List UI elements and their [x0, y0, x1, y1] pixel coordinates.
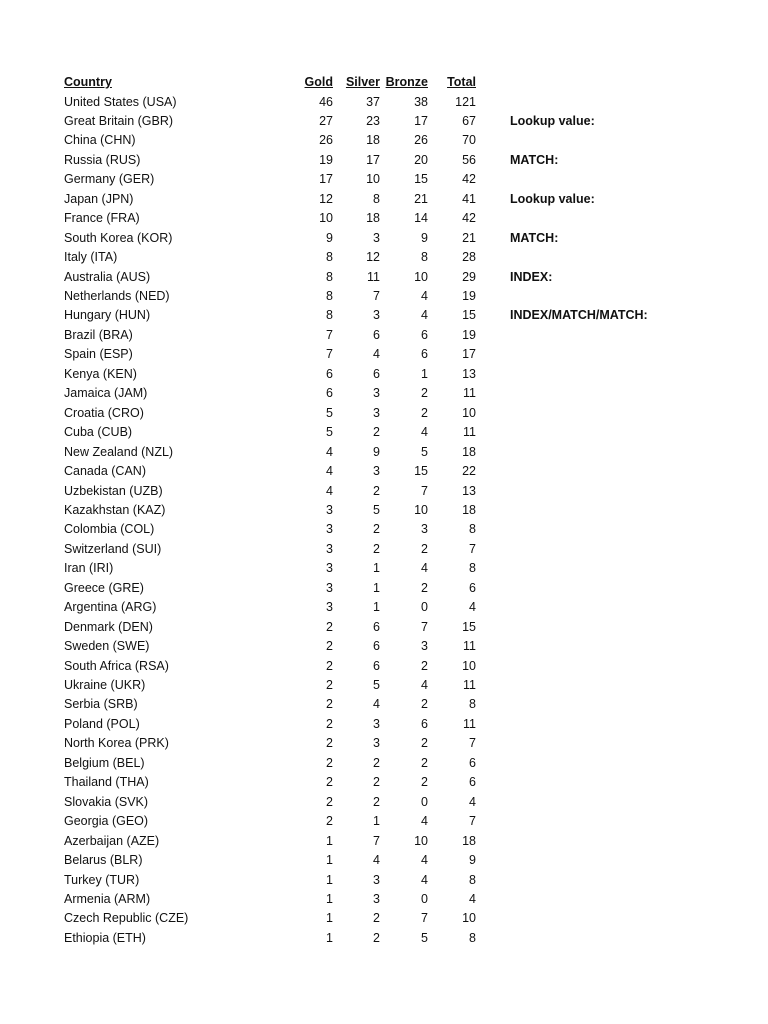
- country-cell: United States (USA): [64, 94, 177, 109]
- silver-cell: 23: [366, 113, 380, 128]
- country-cell: South Africa (RSA): [64, 658, 169, 673]
- bronze-cell: 38: [414, 94, 428, 109]
- table-row: [0, 929, 768, 948]
- total-cell: 11: [463, 678, 476, 692]
- table-row: [0, 423, 768, 442]
- gold-cell: 2: [326, 678, 333, 692]
- gold-cell: 8: [326, 289, 333, 303]
- country-cell: Denmark (DEN): [64, 619, 153, 634]
- country-cell: Slovakia (SVK): [64, 794, 149, 809]
- bronze-cell: 4: [421, 853, 428, 868]
- country-cell: Great Britain (GBR): [64, 113, 174, 128]
- table-row: [0, 462, 768, 481]
- gold-cell: 8: [326, 269, 333, 284]
- table-row: [0, 404, 768, 423]
- gold-cell: 2: [326, 755, 333, 770]
- country-cell: Thailand (THA): [64, 775, 149, 790]
- bronze-cell: 15: [414, 464, 428, 479]
- gold-cell: 9: [326, 230, 333, 245]
- bronze-cell: 10: [414, 502, 428, 517]
- silver-cell: 18: [366, 133, 380, 148]
- bronze-cell: 0: [421, 600, 428, 615]
- country-cell: Ukraine (UKR): [64, 678, 146, 692]
- silver-cell: 4: [373, 697, 380, 712]
- country-cell: Sweden (SWE): [64, 639, 150, 654]
- country-cell: Canada (CAN): [64, 464, 146, 479]
- silver-cell: 3: [373, 230, 380, 245]
- silver-cell: 1: [373, 814, 380, 829]
- total-cell: 11: [463, 639, 476, 654]
- silver-cell: 18: [366, 211, 380, 226]
- table-row: [0, 637, 768, 656]
- country-cell: Colombia (COL): [64, 522, 155, 537]
- country-cell: Serbia (SRB): [64, 697, 138, 712]
- country-cell: Spain (ESP): [64, 347, 133, 362]
- total-cell: 28: [462, 250, 476, 265]
- country-cell: Turkey (TUR): [64, 872, 140, 887]
- total-cell: 11: [463, 425, 476, 440]
- silver-cell: 3: [373, 405, 380, 420]
- gold-cell: 5: [326, 425, 333, 440]
- country-cell: Cuba (CUB): [64, 425, 133, 440]
- bronze-cell: 2: [421, 755, 428, 770]
- table-row: [0, 170, 768, 189]
- bronze-cell: 4: [421, 308, 428, 323]
- header-bronze: Bronze: [385, 75, 428, 89]
- silver-cell: 5: [373, 678, 380, 692]
- table-row: [0, 618, 768, 637]
- gold-cell: 3: [326, 600, 333, 615]
- total-cell: 8: [469, 930, 476, 945]
- country-cell: Kenya (KEN): [64, 366, 137, 381]
- table-row: [0, 209, 768, 228]
- gold-cell: 2: [326, 716, 333, 731]
- country-cell: Italy (ITA): [64, 250, 118, 265]
- total-cell: 10: [462, 911, 476, 926]
- bronze-cell: 6: [421, 327, 428, 342]
- table-row: [0, 151, 768, 170]
- table-row: [0, 345, 768, 364]
- total-cell: 8: [469, 697, 476, 712]
- silver-cell: 2: [373, 794, 380, 809]
- bronze-cell: 15: [414, 172, 428, 187]
- silver-cell: 6: [373, 366, 380, 381]
- gold-cell: 4: [326, 444, 333, 459]
- bronze-cell: 14: [414, 211, 428, 226]
- gold-cell: 26: [319, 133, 333, 148]
- gold-cell: 4: [326, 464, 333, 479]
- bronze-cell: 2: [421, 697, 428, 712]
- silver-cell: 12: [366, 250, 380, 265]
- country-cell: Iran (IRI): [64, 561, 114, 576]
- country-cell: New Zealand (NZL): [64, 444, 174, 459]
- country-cell: Kazakhstan (KAZ): [64, 502, 166, 517]
- lookup-label: MATCH:: [510, 230, 559, 245]
- gold-cell: 46: [319, 94, 333, 109]
- table-row: [0, 793, 768, 812]
- total-cell: 6: [469, 580, 476, 595]
- bronze-cell: 5: [421, 930, 428, 945]
- lookup-label: Lookup value:: [510, 113, 595, 128]
- bronze-cell: 2: [421, 405, 428, 420]
- gold-cell: 6: [326, 386, 333, 401]
- bronze-cell: 20: [414, 152, 428, 167]
- silver-cell: 1: [373, 561, 380, 576]
- total-cell: 13: [462, 483, 476, 498]
- table-row: [0, 812, 768, 831]
- lookup-label: INDEX/MATCH/MATCH:: [510, 308, 648, 323]
- country-cell: Japan (JPN): [64, 191, 134, 206]
- table-row: [0, 190, 768, 209]
- total-cell: 10: [462, 405, 476, 420]
- total-cell: 6: [469, 775, 476, 790]
- gold-cell: 2: [326, 697, 333, 712]
- bronze-cell: 7: [421, 619, 428, 634]
- table-row: [0, 676, 768, 695]
- country-cell: Germany (GER): [64, 172, 155, 187]
- silver-cell: 1: [373, 600, 380, 615]
- silver-cell: 2: [373, 911, 380, 926]
- table-row: [0, 734, 768, 753]
- gold-cell: 7: [326, 327, 333, 342]
- header-gold: Gold: [304, 75, 333, 89]
- country-cell: Switzerland (SUI): [64, 541, 162, 556]
- header-row: [0, 73, 768, 92]
- gold-cell: 8: [326, 250, 333, 265]
- gold-cell: 2: [326, 619, 333, 634]
- table-row: [0, 890, 768, 909]
- total-cell: 8: [469, 522, 476, 537]
- gold-cell: 5: [326, 405, 333, 420]
- silver-cell: 3: [373, 308, 380, 323]
- silver-cell: 5: [373, 502, 380, 517]
- country-cell: Argentina (ARG): [64, 600, 157, 615]
- total-cell: 10: [462, 658, 476, 673]
- gold-cell: 6: [326, 366, 333, 381]
- bronze-cell: 10: [414, 833, 428, 848]
- gold-cell: 3: [326, 580, 333, 595]
- total-cell: 42: [462, 211, 476, 226]
- table-row: [0, 384, 768, 403]
- table-row: [0, 754, 768, 773]
- country-cell: Brazil (BRA): [64, 327, 133, 342]
- silver-cell: 10: [366, 172, 380, 187]
- table-row: [0, 559, 768, 578]
- bronze-cell: 4: [421, 425, 428, 440]
- header-country: Country: [64, 75, 112, 89]
- silver-cell: 6: [373, 327, 380, 342]
- total-cell: 11: [463, 716, 476, 731]
- table-row: [0, 657, 768, 676]
- silver-cell: 1: [373, 580, 380, 595]
- table-row: [0, 540, 768, 559]
- silver-cell: 7: [373, 833, 380, 848]
- bronze-cell: 6: [421, 716, 428, 731]
- gold-cell: 2: [326, 814, 333, 829]
- total-cell: 29: [462, 269, 476, 284]
- table-row: [0, 909, 768, 928]
- country-cell: Greece (GRE): [64, 580, 144, 595]
- total-cell: 22: [462, 464, 476, 479]
- total-cell: 56: [462, 152, 476, 167]
- gold-cell: 7: [326, 347, 333, 362]
- silver-cell: 4: [373, 853, 380, 868]
- gold-cell: 2: [326, 775, 333, 790]
- total-cell: 19: [462, 327, 476, 342]
- bronze-cell: 17: [414, 113, 428, 128]
- table-row: [0, 93, 768, 112]
- table-row: [0, 482, 768, 501]
- gold-cell: 2: [326, 736, 333, 751]
- total-cell: 11: [463, 386, 476, 401]
- country-cell: South Korea (KOR): [64, 230, 173, 245]
- bronze-cell: 10: [414, 269, 428, 284]
- bronze-cell: 3: [421, 639, 428, 654]
- gold-cell: 3: [326, 522, 333, 537]
- table-row: [0, 229, 768, 248]
- silver-cell: 7: [373, 289, 380, 303]
- silver-cell: 3: [373, 736, 380, 751]
- bronze-cell: 0: [421, 794, 428, 809]
- silver-cell: 2: [373, 425, 380, 440]
- bronze-cell: 4: [421, 289, 428, 303]
- silver-cell: 6: [373, 619, 380, 634]
- total-cell: 18: [462, 444, 476, 459]
- gold-cell: 17: [319, 172, 333, 187]
- country-cell: Czech Republic (CZE): [64, 911, 189, 926]
- lookup-label: Lookup value:: [510, 191, 595, 206]
- bronze-cell: 4: [421, 561, 428, 576]
- gold-cell: 1: [326, 853, 333, 868]
- table-row: [0, 520, 768, 539]
- gold-cell: 1: [326, 872, 333, 887]
- silver-cell: 37: [366, 94, 380, 109]
- total-cell: 19: [462, 289, 476, 303]
- table-row: [0, 579, 768, 598]
- total-cell: 70: [462, 133, 476, 148]
- bronze-cell: 7: [421, 911, 428, 926]
- total-cell: 121: [455, 94, 476, 109]
- total-cell: 4: [469, 794, 476, 809]
- table-row: [0, 365, 768, 384]
- gold-cell: 1: [326, 891, 333, 906]
- bronze-cell: 7: [421, 483, 428, 498]
- table-row: [0, 112, 768, 131]
- gold-cell: 1: [326, 911, 333, 926]
- total-cell: 67: [462, 113, 476, 128]
- silver-cell: 3: [373, 716, 380, 731]
- gold-cell: 2: [326, 658, 333, 673]
- bronze-cell: 2: [421, 580, 428, 595]
- total-cell: 8: [469, 872, 476, 887]
- total-cell: 13: [462, 366, 476, 381]
- gold-cell: 3: [326, 502, 333, 517]
- gold-cell: 3: [326, 561, 333, 576]
- gold-cell: 3: [326, 541, 333, 556]
- bronze-cell: 26: [414, 133, 428, 148]
- silver-cell: 11: [367, 269, 380, 284]
- gold-cell: 10: [319, 211, 333, 226]
- table-row: [0, 851, 768, 870]
- table-row: [0, 871, 768, 890]
- table-row: [0, 326, 768, 345]
- total-cell: 7: [469, 736, 476, 751]
- country-cell: Australia (AUS): [64, 269, 151, 284]
- bronze-cell: 4: [421, 872, 428, 887]
- bronze-cell: 0: [421, 891, 428, 906]
- silver-cell: 6: [373, 658, 380, 673]
- bronze-cell: 4: [421, 814, 428, 829]
- country-cell: North Korea (PRK): [64, 736, 169, 751]
- silver-cell: 2: [373, 522, 380, 537]
- country-cell: Netherlands (NED): [64, 289, 170, 303]
- bronze-cell: 2: [421, 386, 428, 401]
- bronze-cell: 3: [421, 522, 428, 537]
- silver-cell: 2: [373, 930, 380, 945]
- gold-cell: 4: [326, 483, 333, 498]
- gold-cell: 8: [326, 308, 333, 323]
- table-row: [0, 287, 768, 306]
- gold-cell: 27: [319, 113, 333, 128]
- bronze-cell: 6: [421, 347, 428, 362]
- bronze-cell: 2: [421, 736, 428, 751]
- gold-cell: 2: [326, 639, 333, 654]
- silver-cell: 2: [373, 755, 380, 770]
- table-row: [0, 306, 768, 325]
- silver-cell: 3: [373, 872, 380, 887]
- total-cell: 4: [469, 600, 476, 615]
- silver-cell: 3: [373, 386, 380, 401]
- table-row: [0, 268, 768, 287]
- total-cell: 18: [462, 833, 476, 848]
- silver-cell: 3: [373, 464, 380, 479]
- country-cell: Belarus (BLR): [64, 853, 143, 868]
- total-cell: 7: [469, 541, 476, 556]
- country-cell: Ethiopia (ETH): [64, 930, 146, 945]
- country-cell: Jamaica (JAM): [64, 386, 148, 401]
- country-cell: Russia (RUS): [64, 152, 141, 167]
- table-row: [0, 715, 768, 734]
- silver-cell: 3: [373, 891, 380, 906]
- bronze-cell: 1: [421, 366, 428, 381]
- country-cell: France (FRA): [64, 211, 140, 226]
- country-cell: Uzbekistan (UZB): [64, 483, 163, 498]
- total-cell: 15: [462, 308, 476, 323]
- total-cell: 18: [462, 502, 476, 517]
- gold-cell: 2: [326, 794, 333, 809]
- bronze-cell: 8: [421, 250, 428, 265]
- table-row: [0, 695, 768, 714]
- bronze-cell: 2: [421, 775, 428, 790]
- silver-cell: 2: [373, 775, 380, 790]
- total-cell: 7: [469, 814, 476, 829]
- country-cell: China (CHN): [64, 133, 136, 148]
- total-cell: 21: [462, 230, 476, 245]
- bronze-cell: 5: [421, 444, 428, 459]
- silver-cell: 17: [366, 152, 380, 167]
- gold-cell: 1: [326, 833, 333, 848]
- lookup-label: INDEX:: [510, 269, 553, 284]
- country-cell: Belgium (BEL): [64, 755, 145, 770]
- silver-cell: 9: [373, 444, 380, 459]
- gold-cell: 1: [326, 930, 333, 945]
- total-cell: 15: [462, 619, 476, 634]
- silver-cell: 6: [373, 639, 380, 654]
- total-cell: 6: [469, 755, 476, 770]
- silver-cell: 2: [373, 483, 380, 498]
- table-row: [0, 598, 768, 617]
- total-cell: 42: [462, 172, 476, 187]
- total-cell: 9: [469, 853, 476, 868]
- header-total: Total: [447, 75, 476, 89]
- lookup-label: MATCH:: [510, 152, 559, 167]
- table-row: [0, 443, 768, 462]
- country-cell: Georgia (GEO): [64, 814, 149, 829]
- silver-cell: 2: [373, 541, 380, 556]
- bronze-cell: 9: [421, 230, 428, 245]
- table-row: [0, 773, 768, 792]
- total-cell: 17: [462, 347, 476, 362]
- silver-cell: 4: [373, 347, 380, 362]
- bronze-cell: 2: [421, 658, 428, 673]
- bronze-cell: 4: [421, 678, 428, 692]
- header-silver: Silver: [345, 75, 380, 89]
- country-cell: Azerbaijan (AZE): [64, 833, 160, 848]
- total-cell: 8: [469, 561, 476, 576]
- total-cell: 41: [462, 191, 476, 206]
- table-row: [0, 248, 768, 267]
- bronze-cell: 2: [421, 541, 428, 556]
- country-cell: Poland (POL): [64, 716, 140, 731]
- gold-cell: 19: [319, 152, 333, 167]
- country-cell: Hungary (HUN): [64, 308, 151, 323]
- country-cell: Croatia (CRO): [64, 405, 144, 420]
- table-row: [0, 131, 768, 150]
- table-row: [0, 832, 768, 851]
- bronze-cell: 21: [414, 191, 428, 206]
- silver-cell: 8: [373, 191, 380, 206]
- table-row: [0, 501, 768, 520]
- total-cell: 4: [469, 891, 476, 906]
- gold-cell: 12: [319, 191, 333, 206]
- country-cell: Armenia (ARM): [64, 891, 151, 906]
